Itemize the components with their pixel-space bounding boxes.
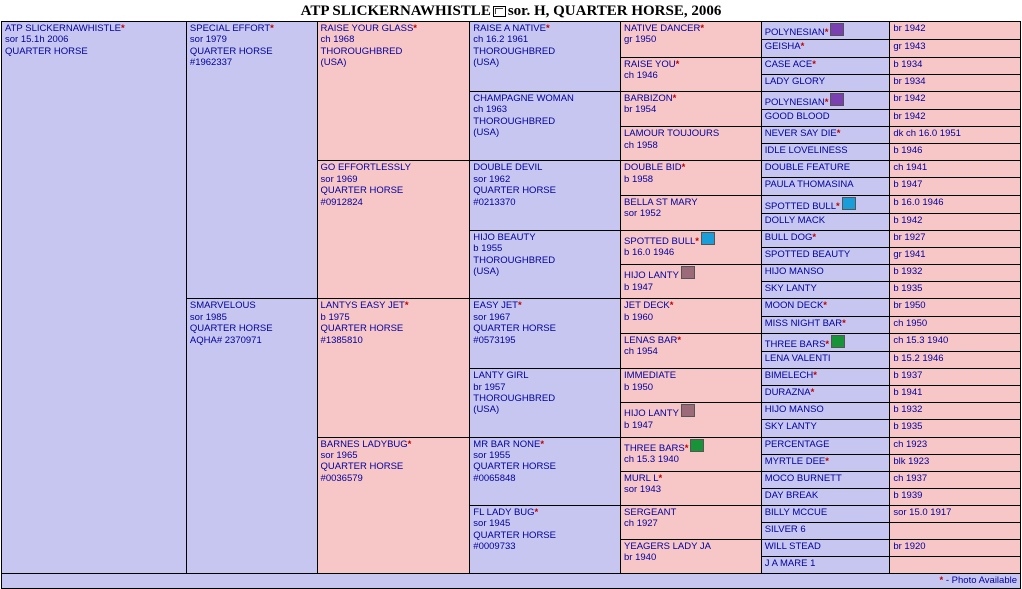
gen5-cell[interactable] [621,22,762,58]
horse-name[interactable]: NEVER SAY DIE [764,128,837,140]
horse-detail: sor 1945 [473,518,511,530]
gen4-cell[interactable] [470,299,621,369]
horse-name[interactable]: HIJO LANTY [624,408,679,420]
horse-detail: (USA) [320,57,347,69]
horse-name[interactable]: HIJO MANSO [764,404,824,416]
page-title-rest: sor. H, QUARTER HORSE, 2006 [507,3,722,19]
gen6-detail-cell: ch 1937 [890,471,1021,488]
horse-name[interactable]: DOUBLE BID [624,162,682,174]
horse-name[interactable]: ATP SLICKERNAWHISTLE [5,23,121,34]
horse-detail: sor 1955 [473,449,511,461]
gen6-name-cell[interactable] [761,161,890,178]
horse-name[interactable]: LAMOUR TOUJOURS [624,128,720,140]
page-title [0,0,1022,21]
color-swatch [830,23,844,36]
horse-detail: #1962337 [189,57,233,69]
horse-name[interactable]: NATIVE DANCER [624,23,701,34]
horse-name[interactable]: MISS NIGHT BAR [764,317,843,329]
horse-detail: #0912824 [320,196,363,208]
gen6-name-cell[interactable] [761,420,890,437]
horse-detail: #0036579 [320,472,363,484]
gen6-name-cell[interactable] [761,40,890,57]
horse-detail: AQHA# 2370971 [189,334,262,346]
gen3-cell[interactable] [317,22,470,161]
gen6-detail-cell: br 1927 [890,231,1021,248]
horse-name[interactable]: DOUBLE DEVIL [473,162,543,174]
horse-name[interactable]: DAY BREAK [764,489,819,501]
gen5-cell[interactable] [621,369,762,403]
horse-name[interactable]: THREE BARS [624,442,685,454]
horse-detail: sor 1962 [473,173,511,185]
gen4-cell[interactable] [470,505,621,573]
photo-star: * [540,438,545,450]
horse-name[interactable]: YEAGERS LADY JA [624,541,711,553]
horse-name[interactable]: IMMEDIATE [624,370,677,382]
horse-name[interactable]: BIMELECH [764,370,814,382]
gen6-detail-cell: b 1932 [890,265,1021,282]
horse-detail: QUARTER HORSE [320,323,404,335]
horse-name[interactable]: EASY JET [473,300,518,312]
gen6-detail-cell: br 1942 [890,22,1021,40]
horse-detail: sor 1985 [189,311,227,323]
color-swatch [681,266,695,279]
gen6-detail-cell [890,522,1021,539]
pedigree-table [1,21,1021,589]
photo-star: * [835,200,840,212]
horse-detail: br 1940 [624,552,657,564]
gen3-cell[interactable] [317,299,470,437]
horse-name[interactable]: POLYNESIAN [764,27,825,38]
horse-detail: (USA) [473,266,500,278]
gen5-cell[interactable] [621,231,762,265]
horse-detail: b 1947 [624,281,654,293]
horse-detail: (USA) [473,57,500,69]
gen5-cell[interactable] [621,195,762,231]
photo-star: * [825,455,829,467]
gen6-name-cell[interactable] [761,522,890,539]
gen6-name-cell[interactable] [761,74,890,91]
photo-star: * [270,23,274,34]
photo-star: * [800,41,805,53]
gen6-detail-cell: ch 1950 [890,316,1021,333]
gen4-cell[interactable] [470,91,621,161]
photo-star: * [669,300,674,312]
photo-star: * [823,300,827,312]
horse-name[interactable]: DURAZNA [764,387,811,399]
photo-star: * [534,506,539,518]
horse-name[interactable]: RAISE YOUR GLASS [320,23,414,34]
horse-name[interactable]: HIJO BEAUTY [473,232,536,244]
gen6-name-cell[interactable] [761,403,890,420]
gen6-name-cell[interactable] [761,231,890,248]
photo-star: * [812,58,816,70]
horse-detail: b 16.0 1946 [624,247,675,259]
gen6-name-cell[interactable] [761,195,890,213]
footer-row [2,574,1021,589]
horse-detail: #0009733 [473,541,516,553]
horse-detail: #0213370 [473,196,516,208]
gen6-detail-cell: b 16.0 1946 [890,195,1021,213]
gen3-cell[interactable] [317,161,470,299]
horse-name[interactable]: MOCO BURNETT [764,472,842,484]
horse-detail: ch 1958 [624,139,658,151]
horse-name[interactable]: LADY GLORY [764,75,826,87]
photo-star: * [675,58,680,70]
horse-name[interactable]: DOLLY MACK [764,214,826,226]
gen5-cell[interactable] [621,91,762,127]
horse-name[interactable]: SMARVELOUS [189,300,256,312]
photo-star: * [658,472,663,484]
gen6-detail-cell: br 1950 [890,299,1021,316]
horse-detail: sor 1979 [189,34,227,46]
horse-name[interactable]: PAULA THOMASINA [764,179,854,191]
gen6-name-cell[interactable] [761,352,890,369]
gen6-detail-cell: b 1935 [890,282,1021,299]
page-title-main: ATP SLICKERNAWHISTLE [300,3,491,19]
horse-detail: ch 1946 [624,69,658,81]
horse-detail: QUARTER HORSE [189,45,273,57]
gen4-cell[interactable] [470,22,621,92]
horse-name[interactable]: BULL DOG [764,232,813,244]
horse-name[interactable]: DOUBLE FEATURE [764,162,851,174]
horse-detail: (USA) [473,126,500,138]
horse-detail: THOROUGHBRED [320,45,403,57]
horse-name[interactable]: WILL STEAD [764,541,821,553]
gen5-cell[interactable] [621,540,762,574]
photo-star: * [812,232,817,244]
photo-star: * [672,92,677,104]
horse-name[interactable]: HIJO MANSO [764,266,824,278]
horse-detail: #1385810 [320,334,363,346]
gen6-name-cell[interactable] [761,505,890,522]
gen6-name-cell[interactable] [761,178,890,195]
horse-name[interactable]: LANTY GIRL [473,370,529,382]
horse-name[interactable]: GEISHA [764,41,801,53]
horse-name[interactable]: MYRTLE DEE [764,455,826,467]
horse-name[interactable]: SERGEANT [624,506,677,518]
horse-name[interactable]: SPOTTED BULL [764,200,836,212]
horse-detail: gr 1950 [624,34,657,46]
gen6-detail-cell: b 1939 [890,488,1021,505]
horse-detail: ch 1927 [624,518,658,530]
photo-star: * [413,23,417,34]
photo-star: * [681,162,686,174]
color-swatch [830,93,844,106]
horse-detail: QUARTER HORSE [473,323,556,335]
gen6-detail-cell: ch 15.3 1940 [890,333,1021,351]
gen5-cell[interactable] [621,505,762,539]
gen6-detail-cell: b 1934 [890,57,1021,74]
gen6-detail-cell: b 15.2 1946 [890,352,1021,369]
horse-detail: br 1954 [624,104,657,116]
photo-available-note [2,574,1021,589]
gen6-detail-cell: br 1934 [890,74,1021,91]
color-swatch [690,439,704,452]
horse-detail: QUARTER HORSE [5,45,88,57]
gen4-cell[interactable] [470,231,621,299]
gen5-cell[interactable] [621,333,762,369]
gen2-cell[interactable] [186,299,317,574]
horse-detail: ch 16.2 1961 [473,34,529,46]
gen5-cell[interactable] [621,471,762,505]
gen6-detail-cell [890,557,1021,574]
horse-name[interactable]: IDLE LOVELINESS [764,145,848,157]
photo-star: * [684,442,689,454]
gen6-name-cell[interactable] [761,471,890,488]
horse-detail: THOROUGHBRED [473,392,556,404]
photo-star: * [700,23,705,34]
gen6-name-cell[interactable] [761,144,890,161]
table-row [2,22,1021,40]
horse-detail: sor 15.1h 2006 [5,34,69,46]
horse-detail: sor 1967 [473,311,511,323]
gen6-detail-cell: br 1942 [890,110,1021,127]
gen6-name-cell[interactable] [761,386,890,403]
gen6-name-cell[interactable] [761,437,890,454]
horse-name[interactable]: J A MARE 1 [764,558,816,570]
gen4-cell[interactable] [470,437,621,505]
photo-star: * [836,128,841,140]
photo-star: * [404,300,409,312]
gen6-detail-cell: gr 1943 [890,40,1021,57]
gen6-detail-cell: blk 1923 [890,454,1021,471]
horse-detail: QUARTER HORSE [473,461,556,473]
horse-detail: ch 1963 [473,104,508,116]
horse-detail: b 1958 [624,173,654,185]
horse-name[interactable]: LANTYS EASY JET [320,300,405,312]
horse-name[interactable]: SPOTTED BULL [624,236,696,248]
gen6-detail-cell: dk ch 16.0 1951 [890,127,1021,144]
gen6-name-cell[interactable] [761,57,890,74]
photo-star: * [545,23,550,34]
gen6-detail-cell: b 1947 [890,178,1021,195]
color-swatch [681,404,695,417]
gen6-detail-cell: sor 15.0 1917 [890,505,1021,522]
horse-detail: THOROUGHBRED [473,254,556,266]
gen6-detail-cell: gr 1941 [890,248,1021,265]
photo-star: * [810,387,815,399]
horse-name[interactable]: SKY LANTY [764,283,817,295]
color-swatch [842,197,856,210]
horse-name[interactable]: MOON DECK [764,300,824,312]
gen5-cell[interactable] [621,437,762,471]
horse-name[interactable]: RAISE YOU [624,58,676,70]
horse-detail: (USA) [473,404,500,416]
gen6-name-cell[interactable] [761,333,890,351]
horse-name[interactable]: BARNES LADYBUG [320,438,408,450]
horse-detail: ch 1968 [320,34,355,46]
photo-star: * [120,23,125,34]
horse-detail: sor 1969 [320,173,358,185]
gen5-cell[interactable] [621,57,762,91]
horse-detail: b 1955 [473,243,503,255]
subject-cell[interactable] [2,22,187,574]
gen6-name-cell[interactable] [761,110,890,127]
gen6-name-cell[interactable] [761,557,890,574]
horse-name[interactable]: PERCENTAGE [764,438,830,450]
horse-detail: br 1957 [473,381,506,393]
horse-name[interactable]: SPOTTED BEAUTY [764,249,851,261]
gen6-detail-cell: b 1942 [890,213,1021,230]
gen6-name-cell[interactable] [761,22,890,40]
gen6-detail-cell: ch 1923 [890,437,1021,454]
gen6-detail-cell: br 1942 [890,91,1021,109]
horse-detail: b 1950 [624,381,654,393]
gen5-cell[interactable] [621,403,762,437]
horse-name[interactable]: BELLA ST MARY [624,196,698,208]
photo-star: * [824,27,829,38]
gen5-cell[interactable] [621,161,762,195]
horse-name[interactable]: FL LADY BUG [473,506,535,518]
horse-detail: b 1960 [624,311,654,323]
gen6-detail-cell: b 1937 [890,369,1021,386]
horse-name[interactable]: CHAMPAGNE WOMAN [473,92,574,104]
gen3-cell[interactable] [317,437,470,574]
gen6-detail-cell: b 1941 [890,386,1021,403]
gen6-name-cell[interactable] [761,91,890,109]
horse-detail: sor 1952 [624,207,661,219]
horse-detail: ch 15.3 1940 [624,453,679,465]
horse-name[interactable]: MR BAR NONE [473,438,541,450]
gen6-detail-cell: br 1920 [890,540,1021,557]
horse-detail: #0573195 [473,334,516,346]
horse-name[interactable]: MURL L [624,472,659,484]
photo-star: * [517,300,522,312]
gen6-name-cell[interactable] [761,454,890,471]
gen6-name-cell[interactable] [761,369,890,386]
horse-name[interactable]: BARBIZON [624,92,673,104]
pedigree-photo-icon[interactable] [493,6,506,17]
gen6-name-cell[interactable] [761,282,890,299]
gen5-cell[interactable] [621,265,762,299]
gen6-name-cell[interactable] [761,540,890,557]
horse-detail: QUARTER HORSE [473,529,556,541]
horse-detail: #0065848 [473,472,516,484]
gen5-cell[interactable] [621,299,762,333]
photo-star: * [842,317,846,329]
photo-star: * [825,338,830,350]
horse-detail: b 1975 [320,311,350,323]
gen6-detail-cell: ch 1941 [890,161,1021,178]
horse-name[interactable]: GOOD BLOOD [764,111,830,123]
horse-name[interactable]: POLYNESIAN [764,96,825,108]
gen6-name-cell[interactable] [761,265,890,282]
horse-name[interactable]: JET DECK [624,300,670,312]
gen2-cell[interactable] [186,22,317,299]
horse-name[interactable]: SPECIAL EFFORT [189,23,271,34]
horse-detail: QUARTER HORSE [189,323,273,335]
color-swatch [701,232,715,245]
horse-name[interactable]: HIJO LANTY [624,270,679,282]
horse-detail: THOROUGHBRED [473,45,556,57]
horse-name[interactable]: GO EFFORTLESSLY [320,162,411,174]
horse-detail: b 1947 [624,419,654,431]
gen6-name-cell[interactable] [761,248,890,265]
gen4-cell[interactable] [470,369,621,437]
gen6-name-cell[interactable] [761,316,890,333]
gen6-detail-cell: b 1935 [890,420,1021,437]
horse-detail: sor 1965 [320,449,358,461]
horse-name[interactable]: SKY LANTY [764,421,817,433]
horse-name[interactable]: THREE BARS [764,338,826,350]
gen6-name-cell[interactable] [761,127,890,144]
photo-star: * [407,438,412,450]
footnote-text: - Photo Available [943,575,1017,587]
horse-detail: sor 1943 [624,484,661,496]
photo-star: * [695,236,699,248]
horse-detail: QUARTER HORSE [473,185,556,197]
horse-detail: QUARTER HORSE [320,185,404,197]
horse-detail: QUARTER HORSE [320,461,404,473]
horse-name[interactable]: CASE ACE [764,58,813,70]
photo-star: * [813,370,817,382]
horse-name[interactable]: LENAS BAR [624,334,678,346]
gen6-detail-cell: b 1932 [890,403,1021,420]
gen6-detail-cell: b 1946 [890,144,1021,161]
horse-detail: ch 1954 [624,346,658,358]
gen6-name-cell[interactable] [761,299,890,316]
color-swatch [831,335,845,348]
horse-name[interactable]: RAISE A NATIVE [473,23,546,34]
horse-name[interactable]: BILLY MCCUE [764,506,828,518]
gen6-name-cell[interactable] [761,488,890,505]
gen5-cell[interactable] [621,127,762,161]
footnote-star: * [939,575,944,587]
gen4-cell[interactable] [470,161,621,231]
horse-detail: THOROUGHBRED [473,115,556,127]
gen6-name-cell[interactable] [761,213,890,230]
horse-name[interactable]: LENA VALENTI [764,353,831,365]
photo-star: * [677,334,682,346]
horse-name[interactable]: SILVER 6 [764,523,806,535]
photo-star: * [824,96,829,108]
